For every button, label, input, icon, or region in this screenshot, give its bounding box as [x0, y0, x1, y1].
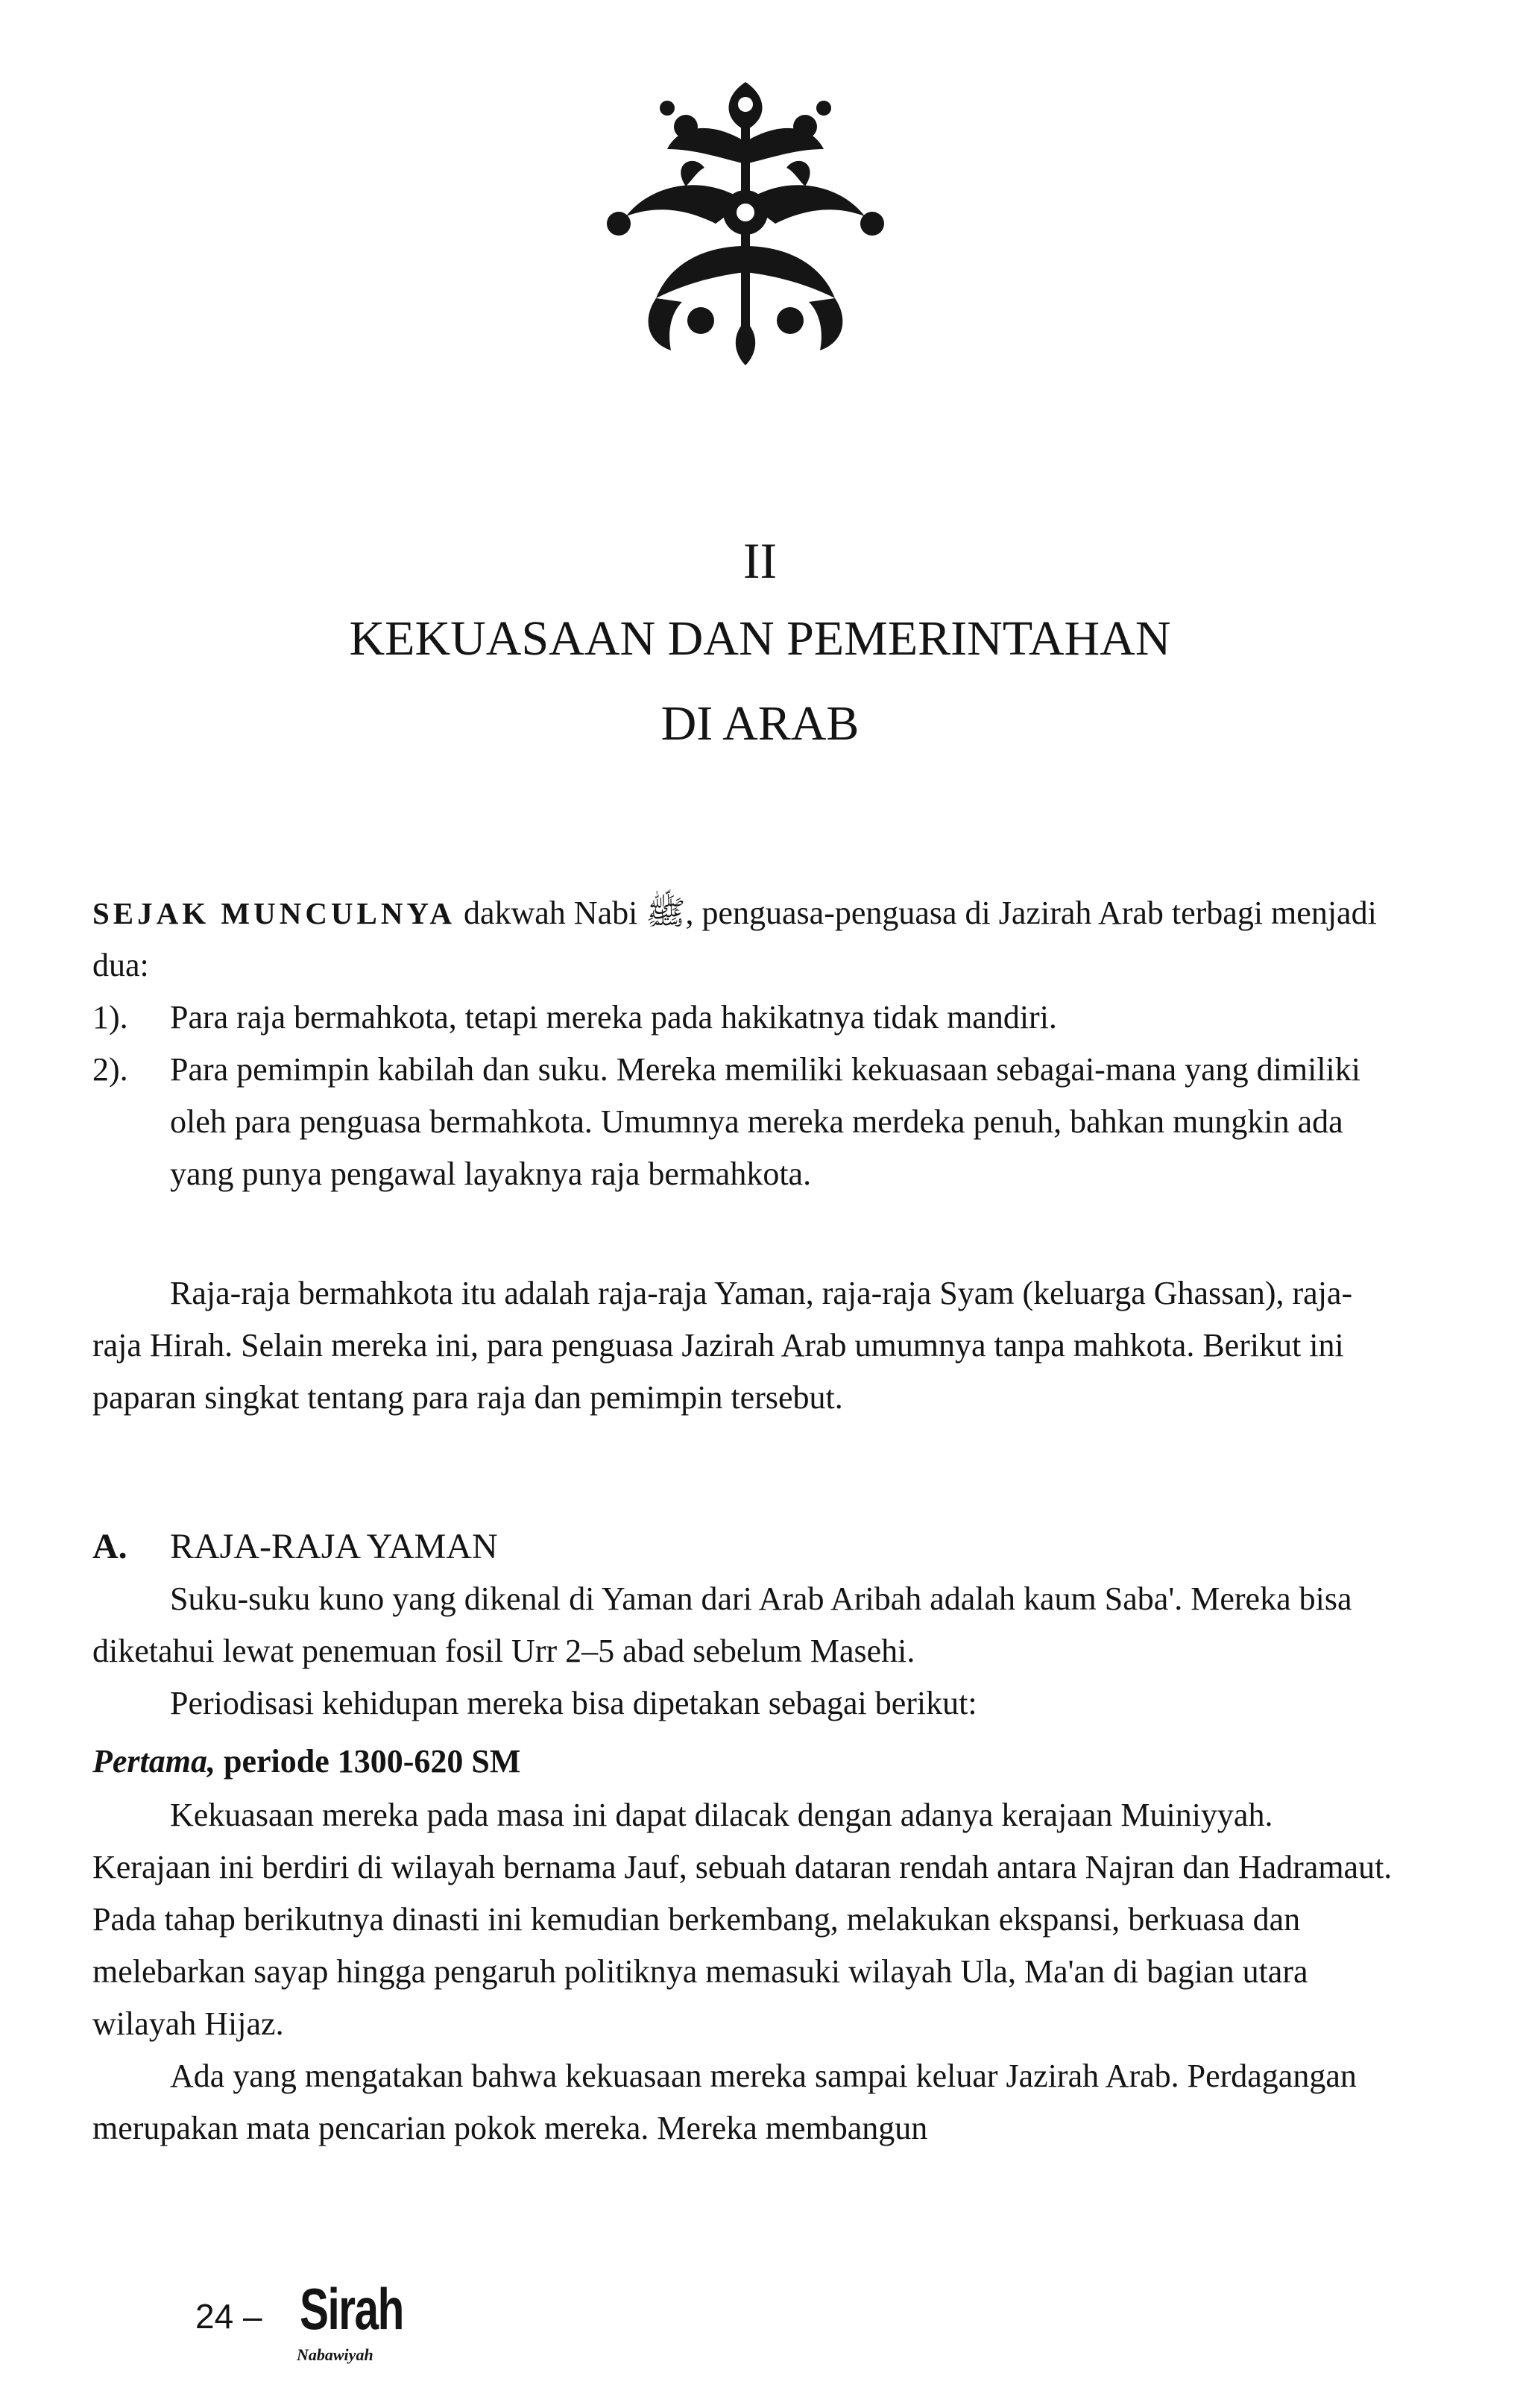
paragraph-muiniyyah: Kekuasaan mereka pada masa ini dapat dilacak dengan adanya kerajaan Muiniyyah. Kerajaan ini berdiri di wilayah bernama Jauf, sebuah dataran rendah antara Najran dan Hadramaut. Pada tahap berikutnya dinasti ini kemudian berkembang, melakukan ekspansi, berkuasa dan melebarkan sayap hingga pengaruh politiknya memasuki wilayah Ula, Ma'an di bagian utara wilayah Hijaz. [92, 1797, 1393, 2042]
page-number: 24 – [195, 2297, 262, 2336]
page-footer [195, 2274, 493, 2408]
section-title: RAJA-RAJA YAMAN [170, 1527, 498, 1566]
paragraph-periodization: Periodisasi kehidupan mereka bisa dipetakan sebagai berikut: [170, 1685, 977, 1721]
intro-paragraph [92, 887, 1397, 992]
intro-lead: SEJAK MUNCULNYA [92, 896, 455, 930]
floral-ornament-icon [596, 75, 895, 373]
chapter-number: II [742, 532, 778, 589]
list-item [92, 992, 1397, 1044]
section-heading [92, 1521, 498, 1573]
list-item-number: 2). [92, 1051, 128, 1088]
book-logo-subtitle: Nabawiyah [297, 2345, 373, 2364]
list-item-text: Para raja bermahkota, tetapi mereka pada hakikatnya tidak mandiri. [170, 999, 1057, 1036]
period-label: Pertama, [92, 1743, 215, 1780]
chapter-title-line1: KEKUASAAN DAN PEMERINTAHAN [349, 611, 1171, 666]
chapter-title-line2: DI ARAB [660, 696, 860, 751]
book-logo: Sirah [300, 2276, 403, 2342]
period-text: periode 1300-620 SM [215, 1743, 521, 1780]
paragraph-trade: Ada yang mengatakan bahwa kekuasaan mereka sampai keluar Jazirah Arab. Perdagangan merupakan mata pencarian pokok mereka. Mereka membangun [92, 2058, 1357, 2146]
list-item [92, 1044, 1397, 1200]
period-heading [92, 1736, 520, 1788]
list-item-number: 1). [92, 999, 128, 1036]
paragraph-tribes: Suku-suku kuno yang dikenal di Yaman dari Arab Aribah adalah kaum Saba'. Mereka bisa diketahui lewat penemuan fosil Urr 2–5 abad sebelum Masehi. [92, 1580, 1352, 1669]
intro-text: dakwah Nabi ﷺ, penguasa-penguasa di Jazirah Arab terbagi menjadi dua: [92, 895, 1377, 983]
section-letter: A. [92, 1527, 127, 1566]
list-item-text: Para pemimpin kabilah dan suku. Mereka memiliki kekuasaan sebagai-mana yang dimiliki oleh para penguasa bermahkota. Umumnya mereka merdeka penuh, bahkan mungkin ada yang punya pengawal layaknya raja bermahkota. [170, 1051, 1360, 1192]
chapter-title [0, 596, 1520, 766]
paragraph-kings: Raja-raja bermahkota itu adalah raja-raja Yaman, raja-raja Syam (keluarga Ghassan), raja-raja Hirah. Selain mereka ini, para penguasa Jazirah Arab umumnya tanpa mahkota. Berikut ini paparan singkat tentang para raja dan pemimpin tersebut. [92, 1275, 1353, 1416]
